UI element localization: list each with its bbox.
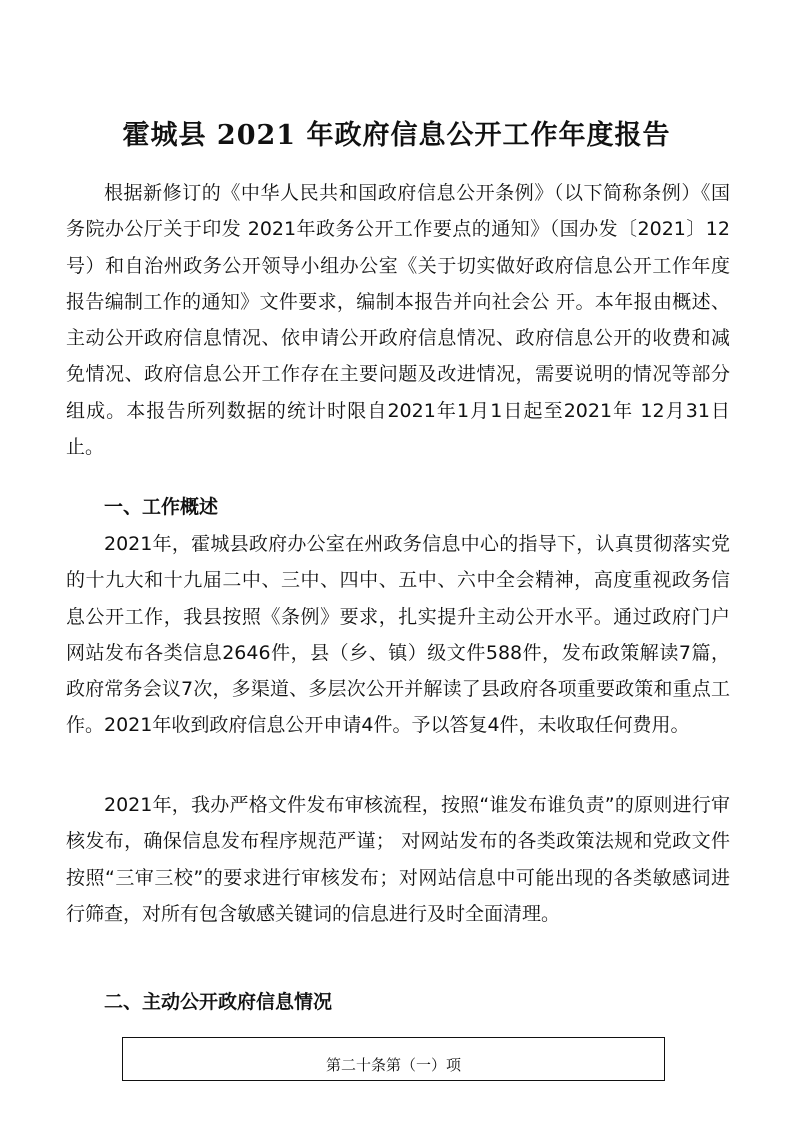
section-heading-overview: 一、工作概述 — [104, 496, 219, 518]
document-title: 霍城县 2021 年政府信息公开工作年度报告 — [122, 120, 671, 151]
table-header-cell: 第二十条第（一）项 — [325, 1056, 461, 1074]
section-heading-proactive-disclosure: 二、主动公开政府信息情况 — [104, 991, 333, 1013]
disclosure-table — [122, 1037, 665, 1081]
overview-paragraph-2: 2021年，我办严格文件发布审核流程，按照“谁发布谁负责”的原则进行审核发布，确保信息发布程序规范严谨； 对网站发布的各类政策法规和党政文件按照“三审三校”的要求进行审核发布；对网站信息中可能出现的各类敏感词进行筛查，对所有包含敏感关键词的信息进行及时全面清理。 — [66, 794, 730, 925]
intro-paragraph: 根据新修订的《中华人民共和国政府信息公开条例》（以下简称条例）《国务院办公厅关于印发 2021年政务公开工作要点的通知》（国办发〔2021〕12 号）和自治州政务公开领导小组办公室《关于切实做好政府信息公开工作年度报告编制工作的通知》文件要求，编制本报告并向社会公 开。本年报由概述、主动公开政府信息情况、依申请公开政府信息情况、政府信息公开的收费和减免情况、政府信息公开工作存在主要问题及改进情况，需要说明的情况等部分组成。本报告所列数据的统计时限自2021年1月1日起至2021年 12月31日止。 — [66, 182, 730, 459]
overview-paragraph-1: 2021年，霍城县政府办公室在州政务信息中心的指导下，认真贯彻落实党的十九大和十九届二中、三中、四中、五中、六中全会精神，高度重视政务信息公开工作，我县按照《条例》要求，扎实提升主动公开水平。通过政府门户网站发布各类信息2646件，县（乡、镇）级文件588件，发布政策解读7篇，政府常务会议7次，多渠道、多层次公开并解读了县政府各项重要政策和重点工作。2021年收到政府信息公开申请4件。予以答复4件，未收取任何费用。 — [66, 533, 730, 737]
